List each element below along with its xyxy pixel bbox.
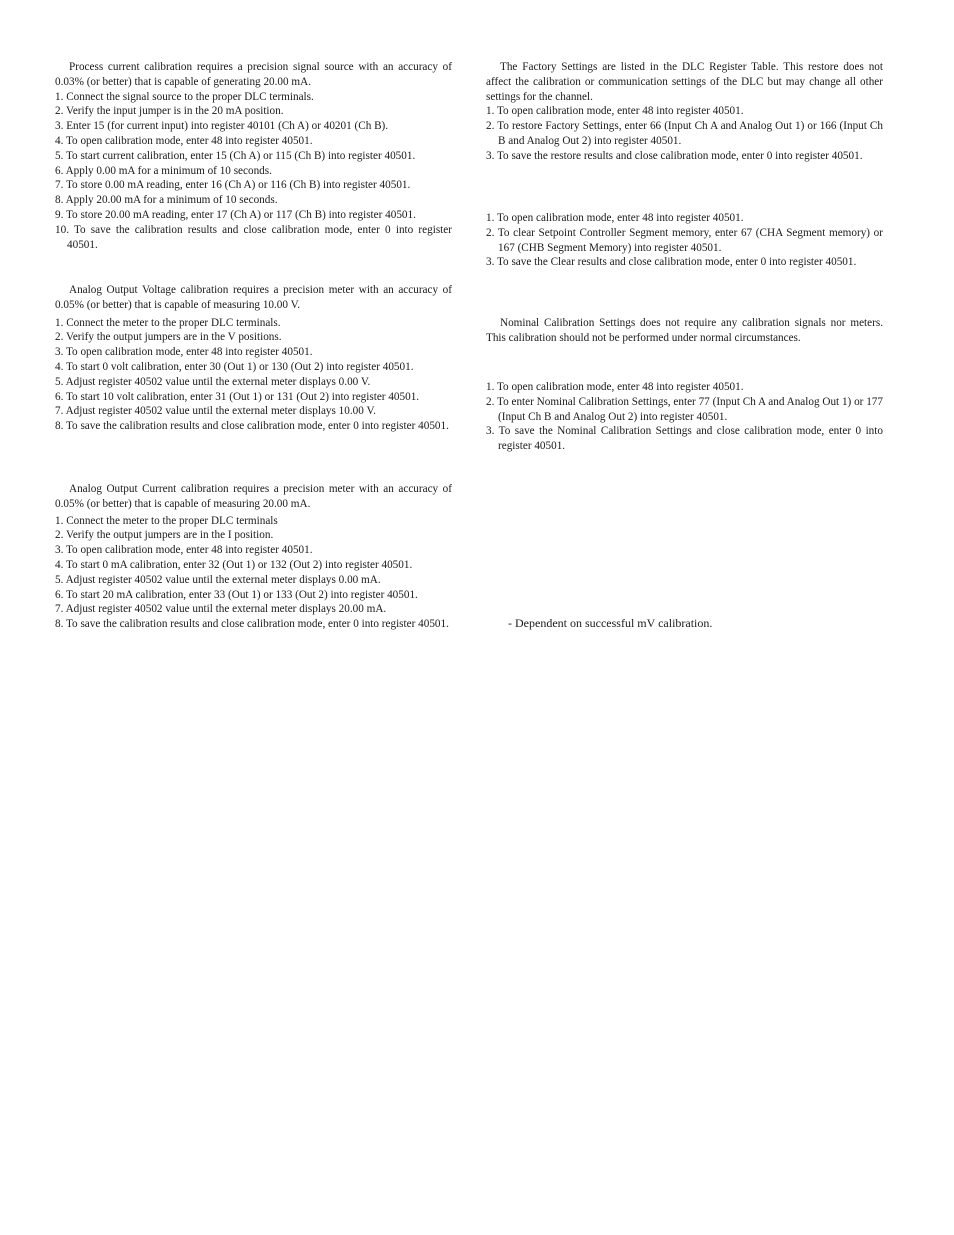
step-number: 3.	[486, 425, 495, 438]
step-number: 5.	[55, 149, 64, 162]
step-number: 7.	[55, 603, 64, 616]
step-text: Connect the signal source to the proper DLC terminals.	[66, 90, 314, 103]
factory-settings-steps	[486, 104, 883, 163]
step-number: 3.	[55, 346, 64, 359]
list-item	[55, 90, 452, 105]
step-text: Apply 0.00 mA for a minimum of 10 seconds.	[65, 164, 272, 177]
step-number: 6.	[55, 164, 64, 177]
step-text: To open calibration mode, enter 48 into register 40501.	[497, 212, 744, 224]
step-number: 3.	[486, 256, 495, 269]
output-current-section	[55, 482, 452, 632]
list-item	[55, 134, 452, 149]
list-item	[486, 255, 883, 270]
list-item	[55, 375, 452, 390]
list-item	[55, 193, 452, 208]
step-text: To open calibration mode, enter 48 into register 40501.	[66, 346, 313, 359]
process-current-intro: Process current calibration requires a precision signal source with an accuracy of 0.03% (or better) that is capable of generating 20.00 mA.	[55, 61, 452, 88]
output-voltage-section	[55, 283, 452, 434]
output-voltage-intro: Analog Output Voltage calibration requires a precision meter with an accuracy of 0.05% (or better) that is capable of measuring 10.00 V.	[55, 284, 452, 311]
factory-settings-section	[486, 60, 883, 164]
list-item	[55, 514, 452, 529]
process-current-steps	[55, 90, 452, 253]
step-number: 2.	[486, 395, 495, 408]
list-item	[55, 149, 452, 164]
step-text: Apply 20.00 mA for a minimum of 10 seconds.	[65, 194, 278, 207]
step-number: 8.	[55, 420, 64, 433]
step-text: To restore Factory Settings, enter 66 (Input Ch A and Analog Out 1) or 166 (Input Ch B and Analog Out 2) into register 40501.	[497, 120, 883, 147]
step-number: 1.	[55, 90, 64, 103]
step-number: 9.	[55, 208, 64, 221]
step-text: To start 0 volt calibration, enter 30 (Out 1) or 130 (Out 2) into register 40501.	[66, 360, 414, 373]
step-number: 2.	[55, 331, 64, 344]
list-item	[55, 390, 452, 405]
step-number: 3.	[55, 120, 64, 133]
step-text: To start 20 mA calibration, enter 33 (Out 1) or 133 (Out 2) into register 40501.	[66, 588, 418, 601]
step-text: To clear Setpoint Controller Segment memory, enter 67 (CHA Segment memory) or 167 (CHB Segment Memory) into register 40501.	[497, 226, 883, 254]
step-number: 7.	[55, 405, 64, 418]
list-item	[55, 208, 452, 223]
step-number: 3.	[486, 149, 495, 162]
step-number: 4.	[55, 134, 64, 147]
step-text: To open calibration mode, enter 48 into register 40501.	[66, 544, 313, 557]
list-item	[486, 226, 883, 256]
step-number: 1.	[486, 381, 495, 393]
step-number: 3.	[55, 544, 64, 557]
list-item	[55, 330, 452, 345]
list-item	[55, 543, 452, 558]
step-number: 5.	[55, 375, 64, 388]
step-text: To save the Clear results and close calibration mode, enter 0 into register 40501.	[497, 256, 857, 269]
list-item	[486, 380, 883, 395]
step-text: Adjust register 40502 value until the external meter displays 20.00 mA.	[65, 603, 387, 616]
list-item	[55, 164, 452, 179]
step-text: To open calibration mode, enter 48 into register 40501.	[66, 134, 313, 147]
list-item	[55, 419, 452, 434]
list-item	[55, 528, 452, 543]
list-item	[486, 395, 883, 425]
step-number: 1.	[486, 212, 495, 224]
list-item	[55, 617, 452, 632]
step-number: 2.	[486, 120, 495, 133]
list-item	[55, 178, 452, 193]
list-item	[486, 149, 883, 164]
step-text: To start 10 volt calibration, enter 31 (Out 1) or 131 (Out 2) into register 40501.	[66, 390, 420, 403]
list-item	[486, 424, 883, 454]
step-number: 1.	[486, 105, 495, 118]
nominal-calibration-steps	[486, 380, 883, 454]
output-voltage-steps	[55, 316, 452, 434]
step-text: To start 0 mA calibration, enter 32 (Out 1) or 132 (Out 2) into register 40501.	[66, 558, 413, 571]
step-text: To store 0.00 mA reading, enter 16 (Ch A) or 116 (Ch B) into register 40501.	[66, 179, 411, 192]
list-item	[55, 360, 452, 375]
list-item	[55, 404, 452, 419]
step-text: Connect the meter to the proper DLC terminals.	[66, 316, 281, 329]
step-text: Adjust register 40502 value until the external meter displays 0.00 V.	[65, 375, 371, 388]
list-item	[55, 588, 452, 603]
step-number: 10.	[55, 223, 69, 236]
step-text: Verify the input jumper is in the 20 mA position.	[66, 105, 284, 118]
step-text: Adjust register 40502 value until the external meter displays 10.00 V.	[65, 405, 376, 418]
step-text: To start current calibration, enter 15 (Ch A) or 115 (Ch B) into register 40501.	[66, 149, 416, 162]
list-item	[55, 345, 452, 360]
nominal-calibration-section	[486, 316, 883, 346]
list-item	[55, 104, 452, 119]
step-number: 1.	[55, 514, 64, 527]
step-text: To enter Nominal Calibration Settings, enter 77 (Input Ch A and Analog Out 1) or 177 (Input Ch B and Analog Out 2) into register 40501.	[497, 395, 883, 423]
step-number: 8.	[55, 618, 64, 631]
list-item	[55, 573, 452, 588]
step-text: To save the Nominal Calibration Settings and close calibration mode, enter 0 into register 40501.	[498, 425, 883, 453]
output-current-intro: Analog Output Current calibration requires a precision meter with an accuracy of 0.05% (or better) that is capable of measuring 20.00 mA.	[55, 483, 452, 510]
step-number: 6.	[55, 390, 64, 403]
step-number: 7.	[55, 179, 64, 192]
list-item	[55, 119, 452, 134]
step-text: To save the restore results and close calibration mode, enter 0 into register 40501.	[497, 149, 863, 162]
list-item	[55, 316, 452, 331]
step-text: To open calibration mode, enter 48 into register 40501.	[497, 381, 744, 393]
step-text: To open calibration mode, enter 48 into register 40501.	[497, 105, 744, 118]
step-number: 2.	[55, 105, 64, 118]
step-text: Verify the output jumpers are in the I position.	[66, 529, 274, 542]
step-text: Adjust register 40502 value until the external meter displays 0.00 mA.	[65, 573, 381, 586]
list-item	[486, 119, 883, 149]
step-number: 4.	[55, 558, 64, 571]
nominal-calibration-intro: Nominal Calibration Settings does not require any calibration signals nor meters. This calibration should not be performed under normal circumstances.	[486, 317, 883, 344]
step-number: 6.	[55, 588, 64, 601]
nominal-calibration-steps-section	[486, 380, 883, 454]
step-text: To store 20.00 mA reading, enter 17 (Ch A) or 117 (Ch B) into register 40501.	[66, 208, 416, 221]
step-text: Enter 15 (for current input) into register 40101 (Ch A) or 40201 (Ch B).	[66, 120, 389, 133]
factory-settings-intro: The Factory Settings are listed in the DLC Register Table. This restore does not affect the calibration or communication settings of the DLC but may change all other settings for the channel.	[486, 61, 883, 103]
mv-calibration-note: - Dependent on successful mV calibration.	[508, 616, 713, 630]
list-item	[55, 602, 452, 617]
step-text: Connect the meter to the proper DLC terminals	[66, 514, 278, 527]
step-text: Verify the output jumpers are in the V positions.	[66, 331, 282, 344]
step-number: 4.	[55, 360, 64, 373]
step-number: 8.	[55, 194, 64, 207]
list-item	[486, 211, 883, 226]
step-number: 1.	[55, 316, 64, 329]
step-number: 2.	[55, 529, 64, 542]
step-text: To save the calibration results and close calibration mode, enter 0 into register 40501.	[66, 420, 449, 433]
process-current-section	[55, 60, 452, 252]
output-current-steps	[55, 514, 452, 632]
step-number: 5.	[55, 573, 64, 586]
list-item	[55, 223, 452, 253]
step-number: 2.	[486, 226, 495, 239]
step-text: To save the calibration results and close calibration mode, enter 0 into register 40501.	[66, 618, 449, 631]
list-item	[486, 104, 883, 119]
segment-memory-section	[486, 211, 883, 270]
list-item	[55, 558, 452, 573]
segment-memory-steps	[486, 211, 883, 270]
step-text: To save the calibration results and close calibration mode, enter 0 into register 40501.	[67, 223, 452, 251]
